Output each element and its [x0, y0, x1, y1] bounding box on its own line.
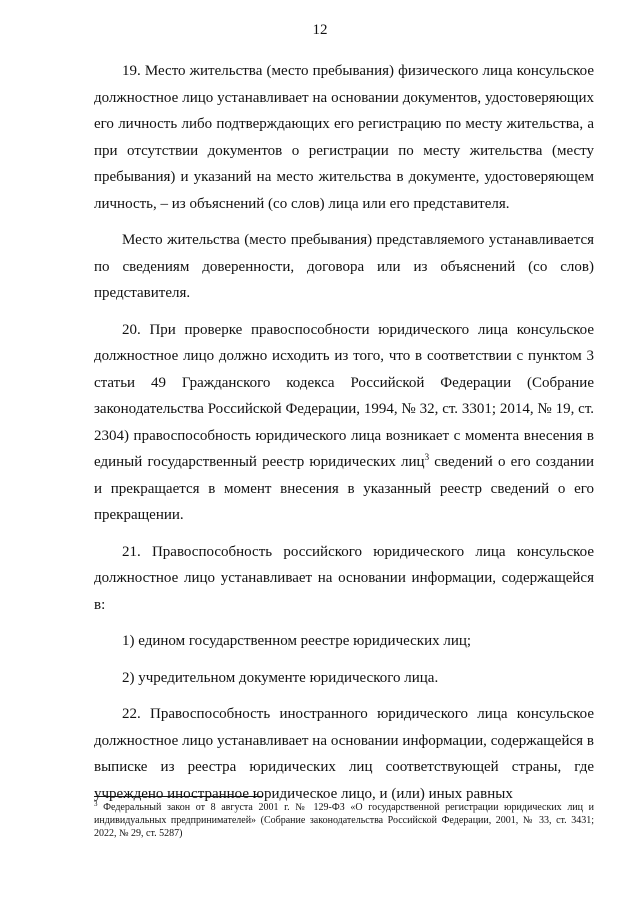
footnote	[94, 801, 594, 840]
footnote-marker: 3	[94, 800, 98, 808]
paragraph-21: 21. Правоспособность российского юридического лица консульское должностное лицо устанавливает на основании информации, содержащейся в:	[94, 543, 594, 613]
paragraph-represented-residence: Место жительства (место пребывания) представляемого устанавливается по сведениям доверенности, договора или из объяснений (со слов) представителя.	[94, 232, 594, 301]
paragraph-20-text: 20. При проверке правоспособности юридического лица консульское должностное лицо должно исходить из того, что в соответствии с пунктом 3 статьи 49 Гражданского кодекса Российской Федерации (Собрание законодательства Российской Федерации, 1994, № 32, ст. 3301; 2014, № 19, ст. 2304) правоспособность юридического лица возникает с момента внесения в единый государственный реестр юридических лиц	[94, 321, 594, 470]
paragraph-20	[94, 317, 594, 529]
paragraph-20-tail: сведений о его создании и прекращается в момент внесения в указанный реестр сведений о его прекращении.	[94, 454, 594, 523]
paragraph-22: 22. Правоспособность иностранного юридического лица консульское должностное лицо устанавливает на основании информации, содержащейся в выписке из реестра юридических лиц соответствующей страны, где учреждено иностранное юридическое лицо, и (или) иных равных	[94, 706, 594, 802]
list-item-2: 2) учредительном документе юридического лица.	[122, 669, 439, 686]
page-number: 12	[312, 22, 328, 38]
footnote-divider	[94, 796, 262, 797]
document-body	[94, 58, 594, 817]
paragraph-19: 19. Место жительства (место пребывания) физического лица консульское должностное лицо устанавливает на основании документов, удостоверяющих его личность либо подтверждающих его регистрацию по месту жительства, а при отсутствии документов о регистрации по месту жительства (месту пребывания) и указаний на место жительства в документе, удостоверяющем личность, – из объяснений (со слов) лица или его представителя.	[94, 63, 594, 212]
footnote-text: Федеральный закон от 8 августа 2001 г. № 129-ФЗ «О государственной регистрации юридических лиц и индивидуальных предпринимателей» (Собрание законодательства Российской Федерации, 2001, № 33, ст. 3431; 2022, № 29, ст. 5287)	[94, 802, 594, 839]
footnote-reference: 3	[424, 452, 430, 462]
list-item-1: 1) едином государственном реестре юридических лиц;	[122, 633, 472, 649]
